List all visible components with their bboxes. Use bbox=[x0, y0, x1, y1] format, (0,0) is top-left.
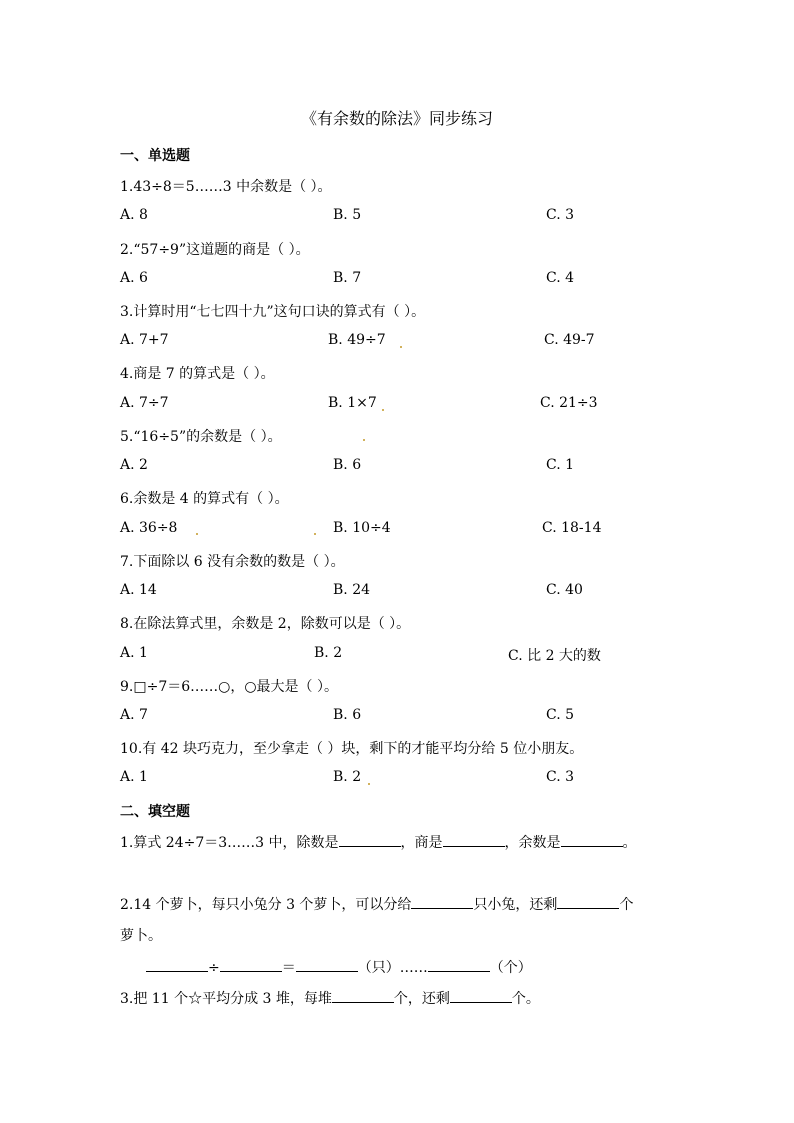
fill-q3-text-1: 3.把 11 个☆平均分成 3 堆，每堆 bbox=[120, 991, 332, 1007]
section-heading-fill-blank: 二、填空题 bbox=[120, 804, 190, 820]
fill-question-2 bbox=[120, 894, 633, 914]
question-7: 7.下面除以 6 没有余数的数是（ ）。 bbox=[120, 554, 345, 570]
question-1: 1.43÷8＝5……3 中余数是（ ）。 bbox=[120, 179, 332, 195]
answer-blank[interactable] bbox=[332, 990, 394, 1003]
answer-blank[interactable] bbox=[220, 959, 282, 972]
question-6: 6.余数是 4 的算式有（ ）。 bbox=[120, 491, 289, 507]
q4-option-a: A. 7÷7 bbox=[120, 395, 169, 411]
fill-q3-text-2: 个，还剩 bbox=[393, 991, 450, 1007]
question-5: 5.“16÷5”的余数是（ ）。 bbox=[120, 429, 282, 445]
q1-option-b: B. 5 bbox=[333, 207, 362, 223]
q9-option-a: A. 7 bbox=[120, 707, 148, 723]
fill-q1-text-4: 。 bbox=[622, 835, 637, 851]
q3-option-a: A. 7+7 bbox=[120, 332, 169, 348]
q2-option-b: B. 7 bbox=[333, 270, 362, 286]
fill-q1-text-2: ，商是 bbox=[400, 835, 443, 851]
fill-q1-text-1: 1.算式 24÷7＝3……3 中，除数是 bbox=[120, 835, 339, 851]
q9-option-b: B. 6 bbox=[333, 707, 362, 723]
q2-option-c: C. 4 bbox=[546, 270, 575, 286]
answer-blank[interactable] bbox=[450, 990, 512, 1003]
question-10: 10.有 42 块巧克力，至少拿走（ ）块，剩下的才能平均分给 5 位小朋友。 bbox=[120, 741, 584, 757]
q4-option-c: C. 21÷3 bbox=[540, 395, 598, 411]
answer-blank[interactable] bbox=[557, 896, 619, 909]
answer-blank[interactable] bbox=[339, 834, 401, 847]
section-heading-single-choice: 一、单选题 bbox=[120, 148, 190, 164]
q5-option-a: A. 2 bbox=[120, 457, 148, 473]
q1-option-a: A. 8 bbox=[120, 207, 148, 223]
q6-option-a: A. 36÷8 bbox=[120, 520, 178, 536]
equals-sign: ＝ bbox=[281, 960, 296, 976]
fill-q2-text-2: 只小兔，还剩 bbox=[473, 897, 558, 913]
q7-option-c: C. 40 bbox=[546, 582, 583, 598]
unit-text-zhi: （只）…… bbox=[357, 960, 428, 976]
answer-blank[interactable] bbox=[443, 834, 505, 847]
page-title: 《有余数的除法》同步练习 bbox=[300, 109, 493, 128]
question-2: 2.“57÷9”这道题的商是（ ）。 bbox=[120, 242, 310, 258]
q6-option-b: B. 10÷4 bbox=[333, 520, 391, 536]
answer-blank[interactable] bbox=[561, 834, 623, 847]
answer-blank[interactable] bbox=[428, 959, 490, 972]
q3-option-c: C. 49-7 bbox=[544, 332, 595, 348]
stray-dot bbox=[368, 783, 370, 785]
question-9: 9.□÷7＝6……○，○最大是（ ）。 bbox=[120, 679, 339, 695]
q8-option-b: B. 2 bbox=[314, 645, 343, 661]
q5-option-c: C. 1 bbox=[546, 457, 575, 473]
divide-sign: ÷ bbox=[208, 960, 220, 976]
stray-dot bbox=[400, 346, 402, 348]
stray-dot bbox=[196, 533, 198, 535]
fill-q3-text-3: 个。 bbox=[511, 991, 540, 1007]
fill-question-1 bbox=[120, 832, 637, 852]
stray-dot bbox=[363, 439, 365, 441]
answer-blank[interactable] bbox=[411, 896, 473, 909]
fill-q2-text-3: 个 bbox=[619, 897, 634, 913]
q10-option-b: B. 2 bbox=[333, 769, 362, 785]
q10-option-a: A. 1 bbox=[120, 769, 148, 785]
q6-option-c: C. 18-14 bbox=[542, 520, 602, 536]
question-4: 4.商是 7 的算式是（ ）。 bbox=[120, 366, 275, 382]
q10-option-c: C. 3 bbox=[546, 769, 575, 785]
q8-option-a: A. 1 bbox=[120, 645, 148, 661]
unit-text-ge: （个） bbox=[489, 960, 532, 976]
stray-dot bbox=[314, 533, 316, 535]
q2-option-a: A. 6 bbox=[120, 270, 148, 286]
fill-question-3 bbox=[120, 988, 540, 1008]
answer-blank[interactable] bbox=[146, 959, 208, 972]
q7-option-b: B. 24 bbox=[333, 582, 371, 598]
q1-option-c: C. 3 bbox=[546, 207, 575, 223]
stray-dot bbox=[382, 409, 384, 411]
q3-option-b: B. 49÷7 bbox=[328, 332, 386, 348]
q7-option-a: A. 14 bbox=[120, 582, 157, 598]
fill-q1-text-3: ，余数是 bbox=[504, 835, 561, 851]
fill-q2-text-line2: 萝卜。 bbox=[120, 928, 162, 944]
question-8: 8.在除法算式里，余数是 2，除数可以是（ ）。 bbox=[120, 616, 411, 632]
q4-option-b: B. 1×7 bbox=[328, 395, 377, 411]
answer-blank[interactable] bbox=[296, 959, 358, 972]
question-3: 3.计算时用“七七四十九”这句口诀的算式有（ ）。 bbox=[120, 304, 426, 320]
q5-option-b: B. 6 bbox=[333, 457, 362, 473]
q8-option-c: C. 比 2 大的数 bbox=[508, 648, 601, 664]
q9-option-c: C. 5 bbox=[546, 707, 575, 723]
fill-q2-equation bbox=[146, 957, 532, 977]
fill-q2-text-1: 2.14 个萝卜，每只小兔分 3 个萝卜，可以分给 bbox=[120, 897, 412, 913]
